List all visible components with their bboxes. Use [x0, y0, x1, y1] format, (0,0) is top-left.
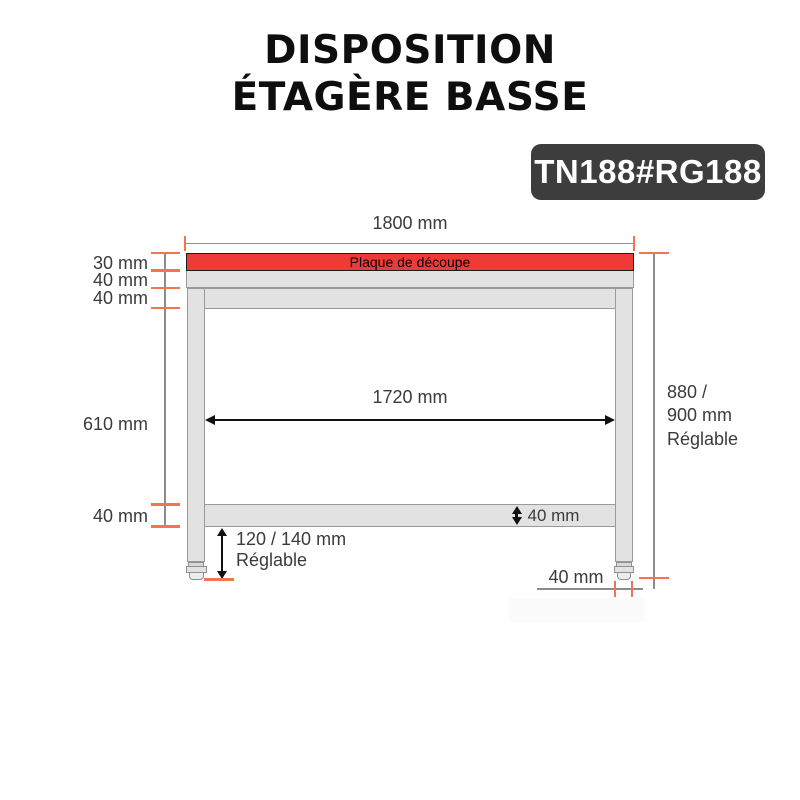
right-leg: [615, 288, 633, 562]
dimension-tick: [151, 252, 180, 254]
top-width-label: 1800 mm: [372, 213, 448, 233]
foot-height-arrow: [216, 528, 229, 579]
foot-width-label: 40 mm: [548, 566, 604, 587]
title-line-2: ÉTAGÈRE BASSE: [231, 75, 589, 120]
plate-thickness-label: 30 mm: [92, 252, 148, 273]
overall-height-line-2: 900 mm: [667, 405, 733, 425]
product-code-badge: TN188#RG188: [531, 144, 765, 200]
cutting-plate: [186, 253, 634, 271]
dimension-tick: [631, 581, 633, 597]
overall-height-line-3: Réglable: [667, 428, 739, 449]
dimension-tick: [184, 236, 186, 251]
inner-width-label: 1720 mm: [372, 386, 448, 407]
left-leg: [187, 288, 205, 562]
clearance-height-label: 610 mm: [82, 413, 148, 434]
dimension-tick: [633, 236, 635, 251]
dimension-tick: [151, 269, 180, 271]
dimension-tick: [639, 577, 669, 579]
dimension-line: [164, 253, 166, 527]
dimension-tick: [639, 252, 669, 254]
overall-height-line-1: 880 /: [667, 381, 708, 402]
shelf-thickness-label: 40 mm: [527, 505, 580, 525]
apron-height-label: 40 mm: [92, 288, 148, 309]
right-adjustable-foot: [617, 572, 632, 580]
shelf-thickness-arrow: [510, 506, 523, 525]
dimension-tick: [614, 581, 616, 597]
page-title: [5, 27, 800, 121]
foot-adjust-line-2: Réglable: [236, 550, 308, 571]
dimension-line: [537, 588, 643, 590]
frame-thickness-label: 40 mm: [92, 270, 148, 291]
apron-rail: [204, 288, 616, 309]
inner-width-arrow: [205, 413, 615, 427]
shelf-gap-label: 40 mm: [92, 505, 148, 526]
floor-tick: [204, 578, 233, 580]
dimension-tick: [151, 525, 180, 527]
foot-adjust-line-1: 120 / 140 mm: [236, 528, 347, 549]
left-adjustable-foot: [189, 572, 204, 580]
title-line-1: DISPOSITION: [264, 28, 556, 73]
dimension-line: [185, 243, 635, 245]
overall-height-label: [667, 381, 787, 452]
dimension-tick: [151, 287, 180, 289]
foot-adjust-label: [236, 529, 346, 572]
dimension-tick: [151, 307, 180, 309]
floor-shadow: [509, 598, 645, 622]
dimension-line: [653, 253, 655, 589]
worktop-frame: [186, 270, 634, 288]
dimension-tick: [151, 503, 180, 505]
cutting-plate-label: Plaque de découpe: [349, 253, 471, 270]
